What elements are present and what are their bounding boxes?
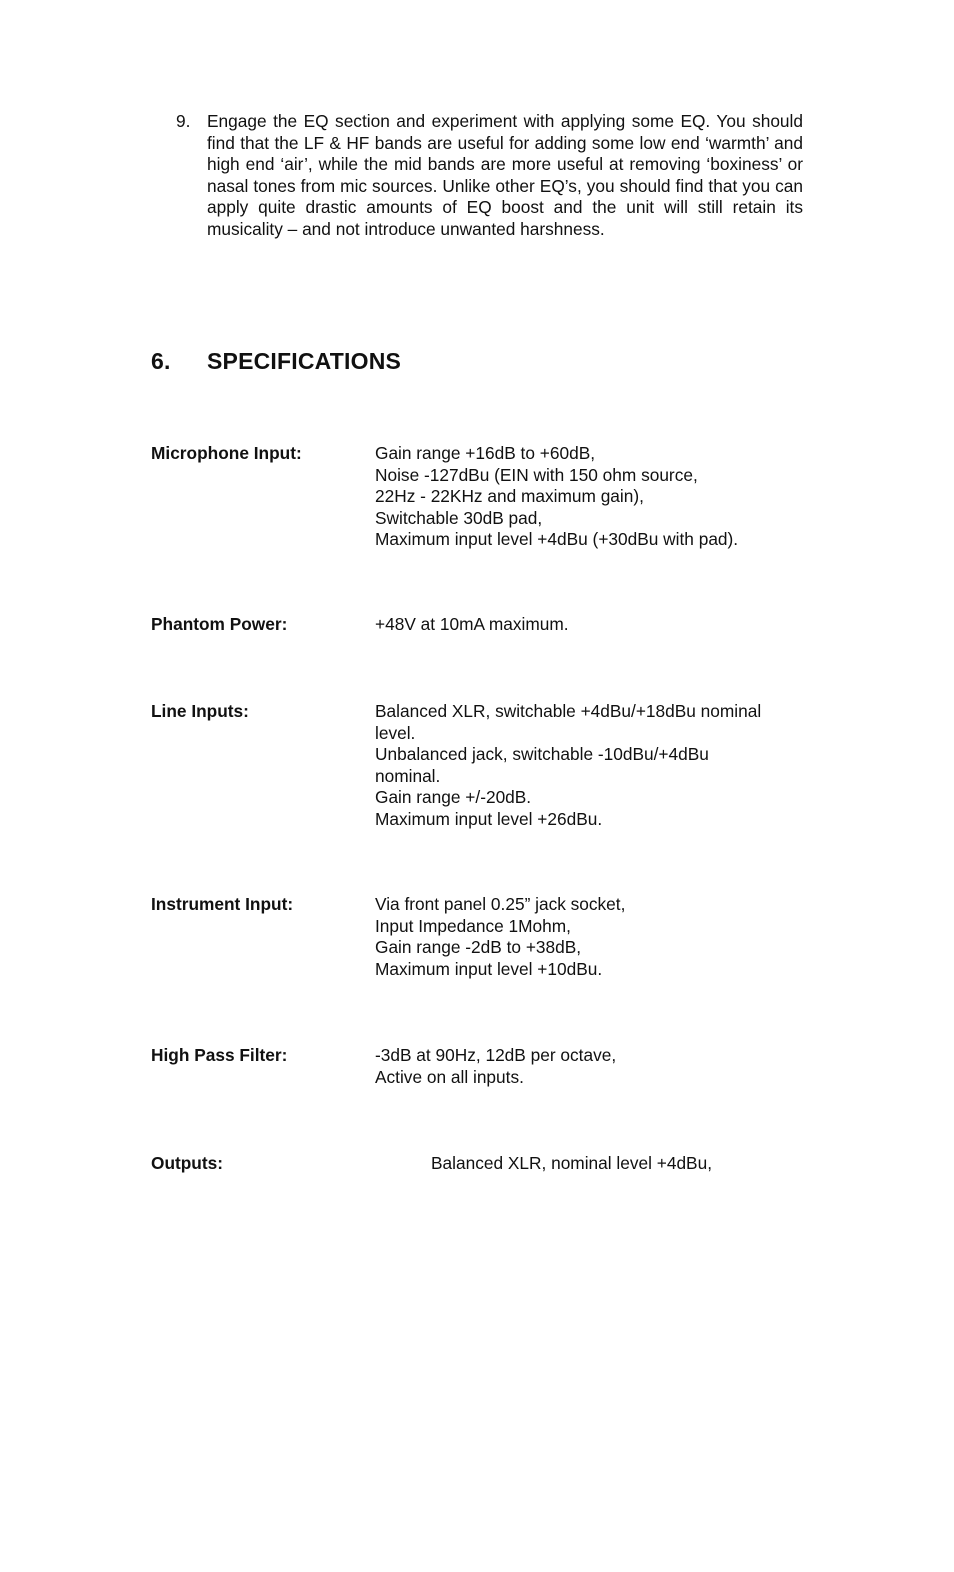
- section-heading: [151, 348, 401, 375]
- spec-label: High Pass Filter:: [151, 1045, 288, 1065]
- step-number: 9.: [176, 111, 191, 131]
- spec-label: Outputs:: [151, 1153, 223, 1173]
- spec-label: Microphone Input:: [151, 443, 302, 463]
- instruction-step-9: [176, 111, 803, 240]
- spec-label: Instrument Input:: [151, 894, 294, 914]
- spec-value-line: +48V at 10mA maximum.: [375, 614, 569, 634]
- spec-value-line: Active on all inputs.: [375, 1066, 524, 1087]
- spec-values: [375, 614, 805, 636]
- spec-value-line: Maximum input level +10dBu.: [375, 958, 603, 979]
- spec-value-line: Balanced XLR, switchable +4dBu/+18dBu nominal: [375, 701, 762, 721]
- spec-value-line: Gain range +/-20dB.: [375, 787, 532, 807]
- spec-values: [431, 1153, 861, 1175]
- spec-label: Line Inputs:: [151, 701, 249, 721]
- spec-value-line: 22Hz - 22KHz and maximum gain),: [375, 486, 644, 506]
- spec-value-line: Maximum input level +4dBu (+30dBu with pad).: [375, 529, 739, 549]
- spec-values: [375, 894, 805, 980]
- spec-value-line: Gain range +16dB to +60dB,: [375, 443, 596, 463]
- step-text: Engage the EQ section and experiment with applying some EQ. You should find that the LF & HF bands are useful for adding some low end ‘warmth’ and high end ‘air’, while the mid bands are more useful at removing ‘boxiness’ or nasal tones from mic sources. Unlike other EQ’s, you should find that you can apply quite drastic amounts of EQ boost and the unit will still retain its musicality – and not introduce unwanted harshness.: [207, 111, 803, 239]
- spec-value-line: -3dB at 90Hz, 12dB per octave,: [375, 1045, 617, 1065]
- spec-value-line: Switchable 30dB pad,: [375, 507, 543, 528]
- spec-value-line: nominal.: [375, 765, 441, 786]
- spec-value-line: Maximum input level +26dBu.: [375, 808, 603, 829]
- section-number: 6.: [151, 348, 171, 374]
- spec-value-line: level.: [375, 722, 416, 743]
- spec-value-line: Input Impedance 1Mohm,: [375, 915, 571, 936]
- spec-label: Phantom Power:: [151, 614, 288, 634]
- section-title: SPECIFICATIONS: [207, 348, 402, 374]
- spec-value-line: Gain range -2dB to +38dB,: [375, 937, 582, 957]
- spec-value-line: Unbalanced jack, switchable -10dBu/+4dBu: [375, 744, 709, 764]
- spec-values: [375, 1045, 805, 1088]
- spec-value-line: Via front panel 0.25” jack socket,: [375, 894, 626, 914]
- spec-values: [375, 701, 805, 830]
- spec-values: [375, 443, 805, 551]
- spec-value-line: Balanced XLR, nominal level +4dBu,: [431, 1153, 712, 1173]
- spec-value-line: Noise -127dBu (EIN with 150 ohm source,: [375, 464, 698, 485]
